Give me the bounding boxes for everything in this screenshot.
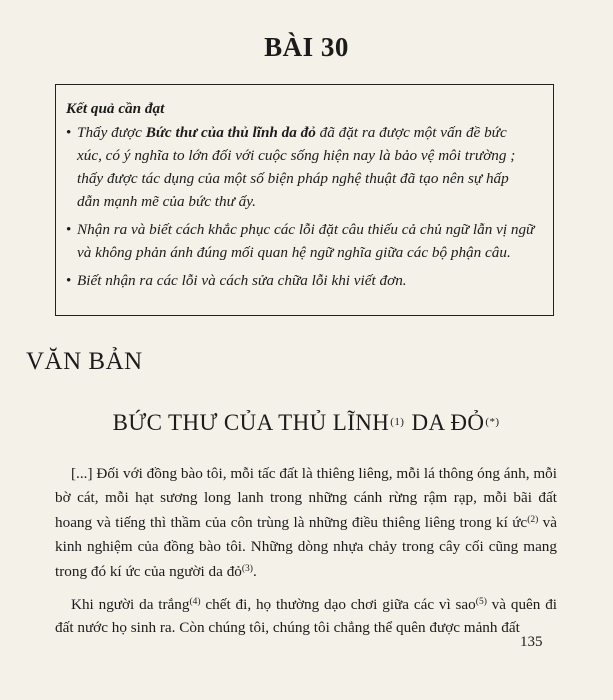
paragraph-text: Khi người da trắng (71, 595, 190, 613)
paragraph-text: . (252, 563, 257, 580)
section-title: VĂN BẢN (26, 348, 143, 375)
paragraph (55, 591, 557, 640)
text-title-part: BỨC THƯ CỦA THỦ LĨNH (112, 410, 390, 435)
goal-text-part: Thấy được (77, 124, 146, 141)
paragraph-text: chết đi, họ thường dạo chơi giữa các vì sao (200, 595, 476, 613)
goal-item (66, 218, 535, 264)
goal-item (66, 121, 535, 213)
page-number: 135 (520, 634, 543, 650)
paragraph-text: và kinh nghiệm của đồng bào tôi. Những dòng nhựa chảy trong cây cối cũng mang trong đó kí ức của người da đỏ (55, 514, 558, 580)
paragraph-text: [...] Đối với đồng bào tôi, mỗi tấc đất là thiêng liêng, mỗi lá thông óng ánh, mỗi bờ cát, mỗi hạt sương long lanh trong những cánh rừng rậm rạp, mỗi bãi đất hoang và tiếng thì thầm của côn trùng là những điều thiêng liêng trong kí ức (55, 465, 557, 531)
footnote-ref: (1) (390, 416, 405, 428)
lesson-title: BÀI 30 (264, 32, 349, 62)
paragraph (55, 462, 557, 584)
paragraph-text: và quên đi đất nước họ sinh ra. Còn chúng tôi, chúng tôi chẳng thể quên được mảnh đất (55, 595, 558, 636)
text-title-part: DA ĐỎ (405, 410, 485, 435)
bullet-icon: • (66, 272, 72, 289)
goal-emphasis: Bức thư của thủ lĩnh da đỏ (145, 124, 316, 141)
goal-text (77, 121, 535, 213)
bullet-icon: • (66, 221, 72, 238)
goal-text: Biết nhận ra các lỗi và cách sửa chữa lỗi khi viết đơn. (77, 272, 407, 289)
bullet-icon: • (66, 124, 72, 141)
text-title (0, 410, 613, 436)
footnote-ref: (5) (475, 596, 487, 607)
footnote-ref: (2) (527, 515, 539, 525)
footnote-ref: (4) (189, 596, 201, 607)
source-note-ref: (*) (485, 416, 500, 428)
learning-goals-box (55, 84, 554, 316)
footnote-ref: (3) (241, 564, 253, 574)
body-text (55, 462, 557, 647)
goals-heading: Kết quả cần đạt (66, 100, 165, 117)
goal-item (66, 269, 535, 292)
goal-text-part: đã đặt ra được một vấn đề bức xúc, có ý nghĩa to lớn đối với cuộc sống hiện nay là bảo vệ môi trường ; thấy được tác dụng của một số biện pháp nghệ thuật đã tạo nên sự hấp dẫn mạnh mẽ của bức thư ấy. (77, 124, 516, 210)
goal-text: Nhận ra và biết cách khắc phục các lỗi đặt câu thiếu cả chủ ngữ lẫn vị ngữ và không phản ánh đúng mối quan hệ ngữ nghĩa giữa các bộ phận câu. (77, 221, 535, 261)
